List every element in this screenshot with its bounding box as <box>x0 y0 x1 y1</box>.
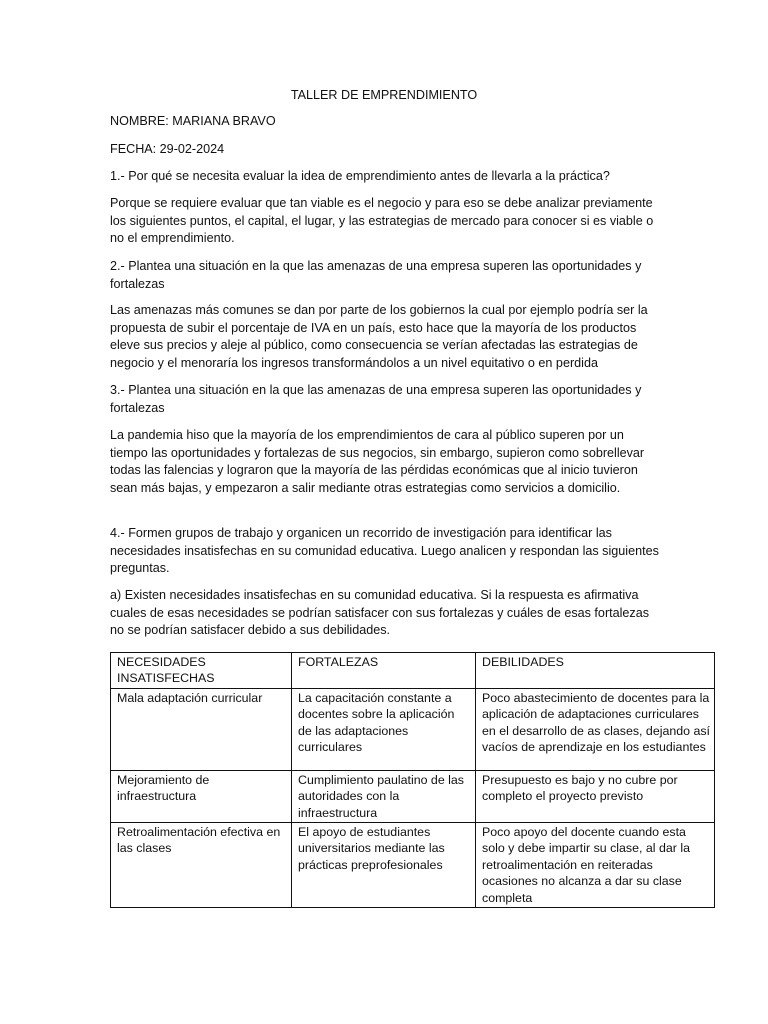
cell-strength: La capacitación constante a docentes sobre la aplicación de las adaptaciones curriculares <box>292 688 476 770</box>
question-4a: a) Existen necesidades insatisfechas en su comunidad educativa. Si la respuesta es afirmativa cuales de esas necesidades se podrían satisfacer con sus fortalezas y cuáles de esas fortalezas no se podrían satisfacer debido a sus debilidades. <box>110 588 650 638</box>
table-row <box>111 770 715 822</box>
cell-weakness: Poco abastecimiento de docentes para la aplicación de adaptaciones curriculares en el desarrollo de as clases, dejando así vacíos de aprendizaje en los estudiantes <box>476 688 715 770</box>
question-3: 3.- Plantea una situación en la que las amenazas de una empresa superen las oportunidades y fortalezas <box>110 383 642 415</box>
date-line: FECHA: 29-02-2024 <box>110 142 225 156</box>
answer-1: Porque se requiere evaluar que tan viable es el negocio y para eso se debe analizar previamente los siguientes puntos, el capital, el lugar, y las estrategias de mercado para conocer si es viable o no el emprendimiento. <box>110 196 654 246</box>
question-4: 4.- Formen grupos de trabajo y organicen un recorrido de investigación para identificar las necesidades insatisfechas en su comunidad educativa. Luego analicen y respondan las siguientes preguntas. <box>110 526 659 576</box>
cell-weakness: Presupuesto es bajo y no cubre por completo el proyecto previsto <box>476 770 715 822</box>
question-2: 2.- Plantea una situación en la que las amenazas de una empresa superen las oportunidades y fortalezas <box>110 259 642 291</box>
question-1: 1.- Por qué se necesita evaluar la idea de emprendimiento antes de llevarla a la práctica? <box>110 169 610 183</box>
header-weaknesses: DEBILIDADES <box>476 653 715 689</box>
needs-table <box>110 652 715 908</box>
table-header-row <box>111 653 715 689</box>
cell-need: Mejoramiento de infraestructura <box>111 770 292 822</box>
cell-strength: Cumplimiento paulatino de las autoridades con la infraestructura <box>292 770 476 822</box>
answer-2: Las amenazas más comunes se dan por parte de los gobiernos la cual por ejemplo podría ser la propuesta de subir el porcentaje de IVA en un país, esto hace que la mayoría de los productos eleve sus precios y aleje al público, como consecuencia se verían afectadas las estrategias de negocio y el menoraría los ingresos transformándolos a un nivel equitativo o en perdida <box>110 303 648 370</box>
header-strengths: FORTALEZAS <box>292 653 476 689</box>
table-row <box>111 823 715 908</box>
table-row <box>111 688 715 770</box>
cell-need: Mala adaptación curricular <box>111 688 292 770</box>
cell-strength: El apoyo de estudiantes universitarios mediante las prácticas preprofesionales <box>292 823 476 908</box>
document-title: TALLER DE EMPRENDIMIENTO <box>290 88 478 102</box>
answer-3: La pandemia hiso que la mayoría de los emprendimientos de cara al público superen por un tiempo las oportunidades y fortalezas de sus negocios, sin embargo, supieron como sobrellevar todas las falencias y lograron que la mayoría de las pérdidas económicas que al inicio tuvieron sean más bajas, y empezaron a salir mediante otras estrategias como servicios a domicilio. <box>110 428 645 495</box>
cell-weakness: Poco apoyo del docente cuando esta solo y debe impartir su clase, al dar la retroalimentación en reiteradas ocasiones no alcanza a dar su clase completa <box>476 823 715 908</box>
header-needs: NECESIDADES INSATISFECHAS <box>111 653 292 689</box>
student-name: NOMBRE: MARIANA BRAVO <box>110 114 276 128</box>
cell-need: Retroalimentación efectiva en las clases <box>111 823 292 908</box>
